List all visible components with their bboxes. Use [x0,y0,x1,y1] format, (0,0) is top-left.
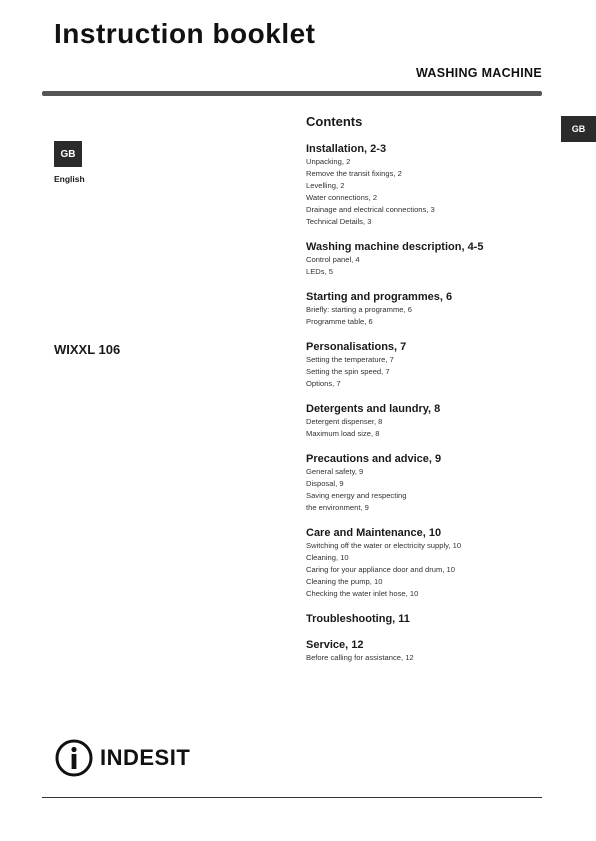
toc-section [306,142,546,228]
language-badge: GB [54,141,82,167]
toc-entry: Cleaning the pump, 10 [306,577,383,586]
toc-section-title: Troubleshooting, 11 [306,613,410,625]
footer-divider [42,797,542,798]
model-number: WIXXL 106 [54,342,121,357]
toc-entry: Switching off the water or electricity supply, 10 [306,541,462,550]
toc-sections [306,142,546,664]
toc-entry: Caring for your appliance door and drum, 10 [306,565,456,574]
toc-entry: Technical Details, 3 [306,217,372,226]
toc-entry: Programme table, 6 [306,317,373,326]
toc-section-title: Precautions and advice, 9 [306,453,442,465]
toc-section [306,340,546,390]
product-type: WASHING MACHINE [415,66,542,80]
toc-entry: Unpacking, 2 [306,157,351,166]
toc-entry: Before calling for assistance, 12 [306,653,414,662]
page-title: Instruction booklet [54,18,316,49]
toc-entry: Checking the water inlet hose, 10 [306,589,419,598]
language-label: English [54,174,85,184]
toc-entry: General safety, 9 [306,467,364,476]
toc-entry: Control panel, 4 [306,255,360,264]
toc-entry: Setting the spin speed, 7 [306,367,390,376]
language-side-tab: GB [561,116,596,142]
brand-logo [54,738,190,778]
toc-section [306,290,546,328]
toc-entry: LEDs, 5 [306,267,334,276]
toc-entry: Disposal, 9 [306,479,344,488]
toc-entry: the environment, 9 [306,503,369,512]
toc-entry: Briefly: starting a programme, 6 [306,305,412,314]
toc-section-title: Installation, 2-3 [306,143,387,155]
toc-section [306,612,546,626]
toc-section [306,452,546,514]
toc-entry: Saving energy and respecting [306,491,407,500]
toc-section-title: Service, 12 [306,639,364,651]
toc-section [306,638,546,664]
toc-entry: Levelling, 2 [306,181,345,190]
toc-entry: Remove the transit fixings, 2 [306,169,402,178]
toc-section-title: Starting and programmes, 6 [306,291,453,303]
toc-section [306,526,546,600]
toc-entry: Water connections, 2 [306,193,378,202]
toc-entry: Setting the temperature, 7 [306,355,394,364]
toc-section [306,240,546,278]
toc-entry: Detergent dispenser, 8 [306,417,383,426]
header-divider [42,91,542,96]
toc-section-title: Care and Maintenance, 10 [306,527,442,539]
toc-section-title: Personalisations, 7 [306,341,407,353]
toc-section-title: Washing machine description, 4-5 [306,241,484,253]
toc-entry: Options, 7 [306,379,341,388]
indesit-logo-icon [54,738,94,778]
toc-section [306,402,546,440]
toc-entry: Maximum load size, 8 [306,429,380,438]
contents-heading: Contents [306,114,363,129]
toc-entry: Drainage and electrical connections, 3 [306,205,435,214]
table-of-contents [306,114,546,676]
brand-name: INDESIT [100,745,191,770]
toc-section-title: Detergents and laundry, 8 [306,403,441,415]
toc-entry: Cleaning, 10 [306,553,349,562]
